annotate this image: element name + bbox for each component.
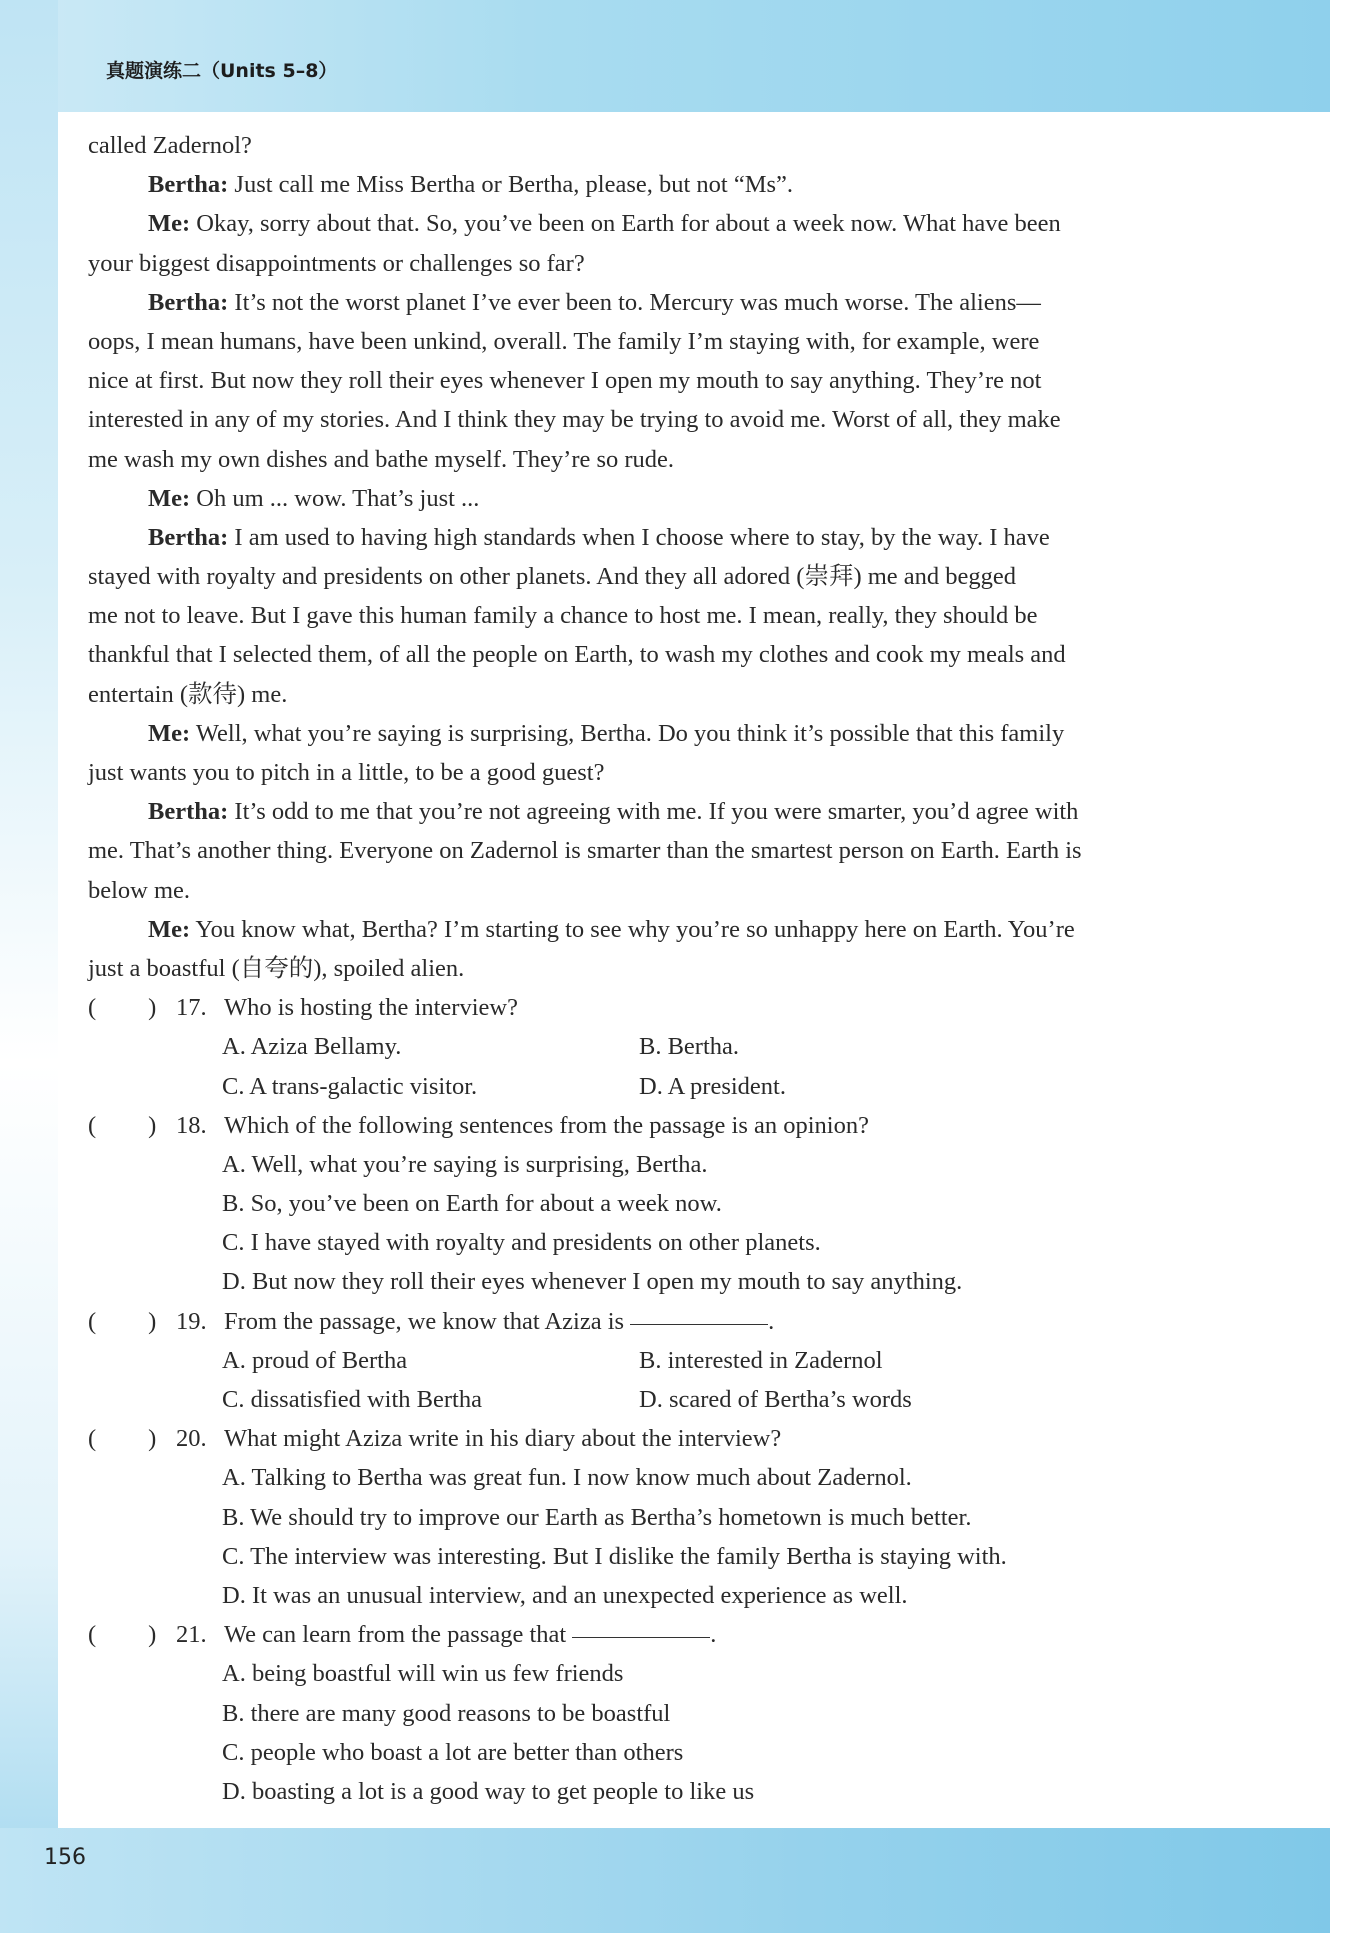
question-number: 17. xyxy=(176,994,207,1022)
bottom-banner xyxy=(0,1828,1350,1933)
dialogue-line: just wants you to pitch in a little, to be a good guest? xyxy=(88,759,605,786)
speaker-label: Me: xyxy=(148,210,191,238)
dialogue-line: entertain (款待) me. xyxy=(88,680,288,708)
option-row xyxy=(88,1380,1198,1419)
question-number: 18. xyxy=(176,1111,207,1139)
fill-blank[interactable] xyxy=(572,1615,710,1638)
dialogue-line: thankful that I selected them, of all the people on Earth, to wash my clothes and cook my meals and xyxy=(88,641,1066,669)
question-21: ( ) 21. We can learn from the passage that . xyxy=(88,1615,1198,1654)
answer-bracket[interactable]: ( ) xyxy=(88,1425,157,1453)
dialogue-line: nice at first. But now they roll their eyes whenever I open my mouth to say anything. They’re not xyxy=(88,367,1042,395)
speaker-label: Bertha: xyxy=(148,171,229,199)
answer-bracket[interactable]: ( ) xyxy=(88,1307,157,1335)
option-a[interactable]: A. Talking to Bertha was great fun. I now know much about Zadernol. xyxy=(222,1464,912,1492)
option-row xyxy=(88,1067,1198,1106)
question-text: Which of the following sentences from the passage is an opinion? xyxy=(224,1111,869,1139)
option-c[interactable]: C. dissatisfied with Bertha xyxy=(222,1386,482,1413)
option-b[interactable]: B. interested in Zadernol xyxy=(639,1346,883,1374)
question-text: From the passage, we know that Aziza is xyxy=(224,1307,625,1335)
section-header: 真题演练二（Units 5–8） xyxy=(106,60,338,82)
dialogue-line: Me: You know what, Bertha? I’m starting to see why you’re so unhappy here on Earth. You’re xyxy=(148,915,1075,943)
dialogue-line: your biggest disappointments or challenges so far? xyxy=(88,249,585,277)
dialogue-line: Bertha: Just call me Miss Bertha or Bertha, please, but not “Ms”. xyxy=(148,171,794,199)
question-number: 21. xyxy=(176,1621,207,1649)
dialogue-line: interested in any of my stories. And I think they may be trying to avoid me. Worst of all, they make xyxy=(88,406,1061,434)
dialogue-line: Me: Well, what you’re saying is surprising, Bertha. Do you think it’s possible that this family xyxy=(148,719,1065,747)
dialogue-line: just a boastful (自夸的), spoiled alien. xyxy=(88,954,465,982)
left-margin-band xyxy=(0,0,58,1933)
speaker-label: Bertha: xyxy=(148,288,229,316)
page-number: 156 xyxy=(44,1845,86,1870)
dialogue-line: me. That’s another thing. Everyone on Zadernol is smarter than the smartest person on Earth. Earth is xyxy=(88,837,1082,865)
speaker-label: Bertha: xyxy=(148,523,229,551)
dialogue-line: Bertha: It’s odd to me that you’re not agreeing with me. If you were smarter, you’d agree with xyxy=(148,798,1079,826)
option-row xyxy=(88,1341,1198,1380)
dialogue-line: Me: Okay, sorry about that. So, you’ve been on Earth for about a week now. What have been xyxy=(148,210,1061,238)
fill-blank[interactable] xyxy=(630,1302,768,1325)
dialogue-line: oops, I mean humans, have been unkind, overall. The family I’m staying with, for example, were xyxy=(88,327,1040,355)
question-number: 19. xyxy=(176,1307,207,1335)
option-b[interactable]: B. So, you’ve been on Earth for about a week now. xyxy=(222,1190,722,1218)
dialogue-line: me not to leave. But I gave this human family a chance to host me. I mean, really, they should be xyxy=(88,602,1038,630)
dialogue-line: Bertha: I am used to having high standards when I choose where to stay, by the way. I have xyxy=(148,523,1050,551)
option-a[interactable]: A. proud of Bertha xyxy=(222,1346,408,1374)
option-d[interactable]: D. scared of Bertha’s words xyxy=(639,1386,912,1413)
dialogue-line: Bertha: It’s not the worst planet I’ve ever been to. Mercury was much worse. The aliens— xyxy=(148,288,1041,316)
option-row xyxy=(88,1027,1198,1066)
option-b[interactable]: B. We should try to improve our Earth as Bertha’s hometown is much better. xyxy=(222,1503,972,1531)
speaker-label: Me: xyxy=(148,915,191,943)
right-margin xyxy=(1330,0,1350,1933)
option-d[interactable]: D. But now they roll their eyes whenever I open my mouth to say anything. xyxy=(222,1268,963,1296)
option-a[interactable]: A. Aziza Bellamy. xyxy=(222,1033,402,1061)
question-20 xyxy=(88,1419,1198,1458)
question-18 xyxy=(88,1106,1198,1145)
speaker-label: Bertha: xyxy=(148,798,229,826)
dialogue-line: below me. xyxy=(88,876,191,904)
option-d[interactable]: D. It was an unusual interview, and an unexpected experience as well. xyxy=(222,1581,908,1609)
option-b[interactable]: B. there are many good reasons to be boastful xyxy=(222,1699,671,1727)
speaker-label: Me: xyxy=(148,719,191,747)
passage-continuation: called Zadernol? xyxy=(88,132,252,159)
option-c[interactable]: C. The interview was interesting. But I dislike the family Bertha is staying with. xyxy=(222,1542,1007,1570)
option-b[interactable]: B. Bertha. xyxy=(639,1033,740,1061)
question-text: Who is hosting the interview? xyxy=(224,994,518,1022)
option-c[interactable]: C. A trans-galactic visitor. xyxy=(222,1072,478,1100)
dialogue-line: Me: Oh um ... wow. That’s just ... xyxy=(148,484,480,512)
page-content xyxy=(88,126,1198,1811)
option-d[interactable]: D. A president. xyxy=(639,1072,786,1100)
option-a[interactable]: A. being boastful will win us few friends xyxy=(222,1660,624,1688)
answer-bracket[interactable]: ( ) xyxy=(88,994,157,1022)
answer-bracket[interactable]: ( ) xyxy=(88,1621,157,1649)
option-c[interactable]: C. I have stayed with royalty and presidents on other planets. xyxy=(222,1229,821,1257)
question-text: We can learn from the passage that xyxy=(224,1621,567,1649)
dialogue-line: me wash my own dishes and bathe myself. They’re so rude. xyxy=(88,445,675,473)
option-c[interactable]: C. people who boast a lot are better than others xyxy=(222,1738,684,1766)
answer-bracket[interactable]: ( ) xyxy=(88,1111,157,1139)
question-17 xyxy=(88,988,1198,1027)
question-19: ( ) 19. From the passage, we know that Aziza is . xyxy=(88,1302,1198,1341)
dialogue-line: stayed with royalty and presidents on other planets. And they all adored (崇拜) me and begged xyxy=(88,563,1017,591)
option-a[interactable]: A. Well, what you’re saying is surprising, Bertha. xyxy=(222,1150,708,1178)
question-number: 20. xyxy=(176,1425,207,1453)
speaker-label: Me: xyxy=(148,484,191,512)
question-text: What might Aziza write in his diary about the interview? xyxy=(224,1425,782,1453)
option-d[interactable]: D. boasting a lot is a good way to get people to like us xyxy=(222,1777,755,1805)
